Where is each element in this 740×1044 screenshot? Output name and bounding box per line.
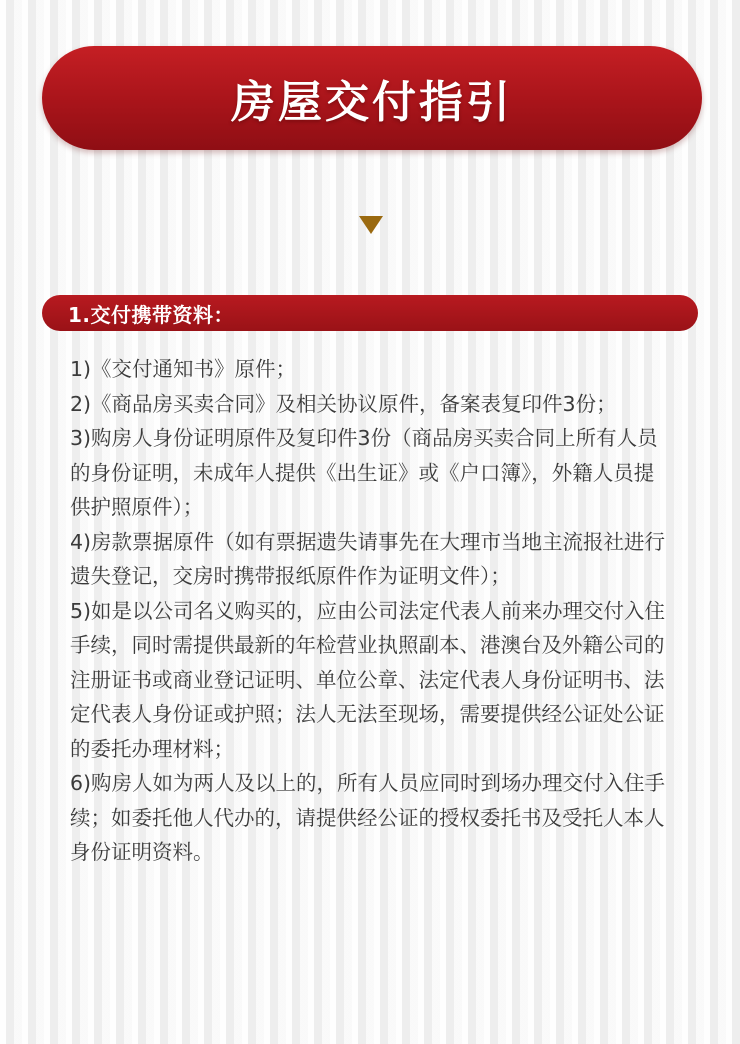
page-title: 房屋交付指引 bbox=[231, 77, 513, 128]
list-item: 3)购房人身份证明原件及复印件3份（商品房买卖合同上所有人员的身份证明，未成年人提供《出生证》或《户口簿》，外籍人员提供护照原件）； bbox=[70, 426, 658, 519]
section-title: 1.交付携带资料： bbox=[68, 302, 235, 327]
down-triangle-icon bbox=[359, 216, 383, 234]
list-item: 4)房款票据原件（如有票据遗失请事先在大理市当地主流报社进行遗失登记，交房时携带报纸原件作为证明文件）； bbox=[70, 529, 666, 588]
requirements-list bbox=[70, 352, 674, 870]
title-banner bbox=[42, 46, 702, 150]
list-item: 5)如是以公司名义购买的，应由公司法定代表人前来办理交付入住手续，同时需提供最新的年检营业执照副本、港澳台及外籍公司的注册证书或商业登记证明、单位公章、法定代表人身份证明书、法定代表人身份证或护照；法人无法至现场，需要提供经公证处公证的委托办理材料； bbox=[70, 598, 666, 761]
list-item: 2)《商品房买卖合同》及相关协议原件，备案表复印件3份； bbox=[70, 391, 617, 416]
list-item: 6)购房人如为两人及以上的，所有人员应同时到场办理交付入住手续；如委托他人代办的，请提供经公证的授权委托书及受托人本人身份证明资料。 bbox=[70, 771, 666, 864]
list-item: 1)《交付通知书》原件； bbox=[70, 357, 297, 381]
section-header-bar bbox=[42, 295, 698, 331]
